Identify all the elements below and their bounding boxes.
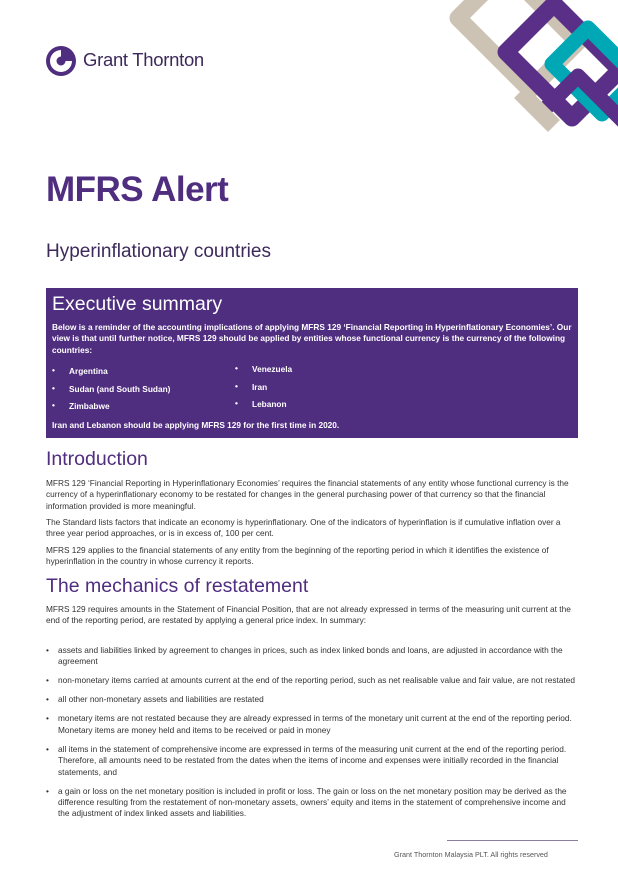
- decorative-chain-graphic: [428, 0, 618, 140]
- introduction-heading: Introduction: [46, 448, 148, 470]
- country-item: • Argentina: [49, 366, 170, 384]
- country-item: • Venezuela: [232, 364, 292, 382]
- executive-summary-heading: Executive summary: [52, 293, 223, 315]
- introduction-paragraph: MFRS 129 ‘Financial Reporting in Hyperinflationary Economies’ requires the financial statements of any entity whose functional currency is the currency of a hyperinflationary economy to be restated for changes in the general purchasing power of that currency so that the financial information provided is more meaningful.: [46, 478, 569, 511]
- list-item: • non-monetary items carried at amounts current at the end of the reporting period, such as net realisable value and fair value, are not restated: [46, 675, 576, 686]
- executive-summary-intro: Below is a reminder of the accounting implications of applying MFRS 129 ‘Financial Reporting in Hyperinflationary Economies’. Our view is that until further notice, MFRS 129 should be applied by entities whose functional currency is the currency of the following countries:: [52, 322, 572, 355]
- country-item: • Lebanon: [232, 399, 292, 417]
- page-title: MFRS Alert: [46, 170, 229, 209]
- footer-divider: [447, 840, 578, 841]
- introduction-paragraph: MFRS 129 applies to the financial statements of any entity from the beginning of the reporting period in which it identifies the existence of hyperinflation in the country in whose currency it reports.: [46, 545, 549, 567]
- brand-name: Grant Thornton: [83, 49, 204, 70]
- page-subtitle: Hyperinflationary countries: [46, 241, 271, 262]
- list-item: • monetary items are not restated because they are already expressed in terms of the monetary unit current at the end of the reporting period. Monetary items are money held and items to be received or paid in money: [46, 713, 576, 736]
- introduction-paragraph: The Standard lists factors that indicate an economy is hyperinflationary. One of the indicators of hyperinflation is if cumulative inflation over a three year period approaches, or is in excess of, 100 per cent.: [46, 517, 561, 539]
- footer-copyright: Grant Thornton Malaysia PLT. All rights reserved: [394, 850, 548, 859]
- list-item: • assets and liabilities linked by agreement to changes in prices, such as index linked bonds and loans, are adjusted in accordance with the agreement: [46, 645, 576, 668]
- country-list-left: [49, 366, 170, 419]
- list-item: • all other non-monetary assets and liabilities are restated: [46, 694, 576, 705]
- mechanics-heading: The mechanics of restatement: [46, 575, 309, 597]
- list-item: • a gain or loss on the net monetary position is included in profit or loss. The gain or loss on the net monetary position may be derived as the difference resulting from the restatement of non-monetary assets, owners’ equity and items in the statement of comprehensive income and the adjustment of index linked assets and liabilities.: [46, 786, 576, 820]
- executive-summary-box: [46, 288, 578, 438]
- mechanics-intro: MFRS 129 requires amounts in the Statement of Financial Position, that are not already expressed in terms of the measuring unit current at the end of the reporting period, are restated by applying a general price index. In summary:: [46, 604, 571, 626]
- country-item: • Zimbabwe: [49, 401, 170, 419]
- restatement-bullet-list: [46, 645, 576, 827]
- country-item: • Sudan (and South Sudan): [49, 384, 170, 402]
- grant-thornton-logo: [46, 46, 216, 76]
- executive-summary-closing: Iran and Lebanon should be applying MFRS 129 for the first time in 2020.: [52, 420, 340, 430]
- list-item: • all items in the statement of comprehensive income are expressed in terms of the measuring unit current at the end of the reporting period. Therefore, all amounts need to be restated from the dates when the items of income and expenses were initially recorded in the financial statements, and: [46, 744, 576, 778]
- country-item: • Iran: [232, 382, 292, 400]
- country-list-right: [232, 364, 292, 417]
- grant-thornton-mark-icon: [46, 46, 76, 76]
